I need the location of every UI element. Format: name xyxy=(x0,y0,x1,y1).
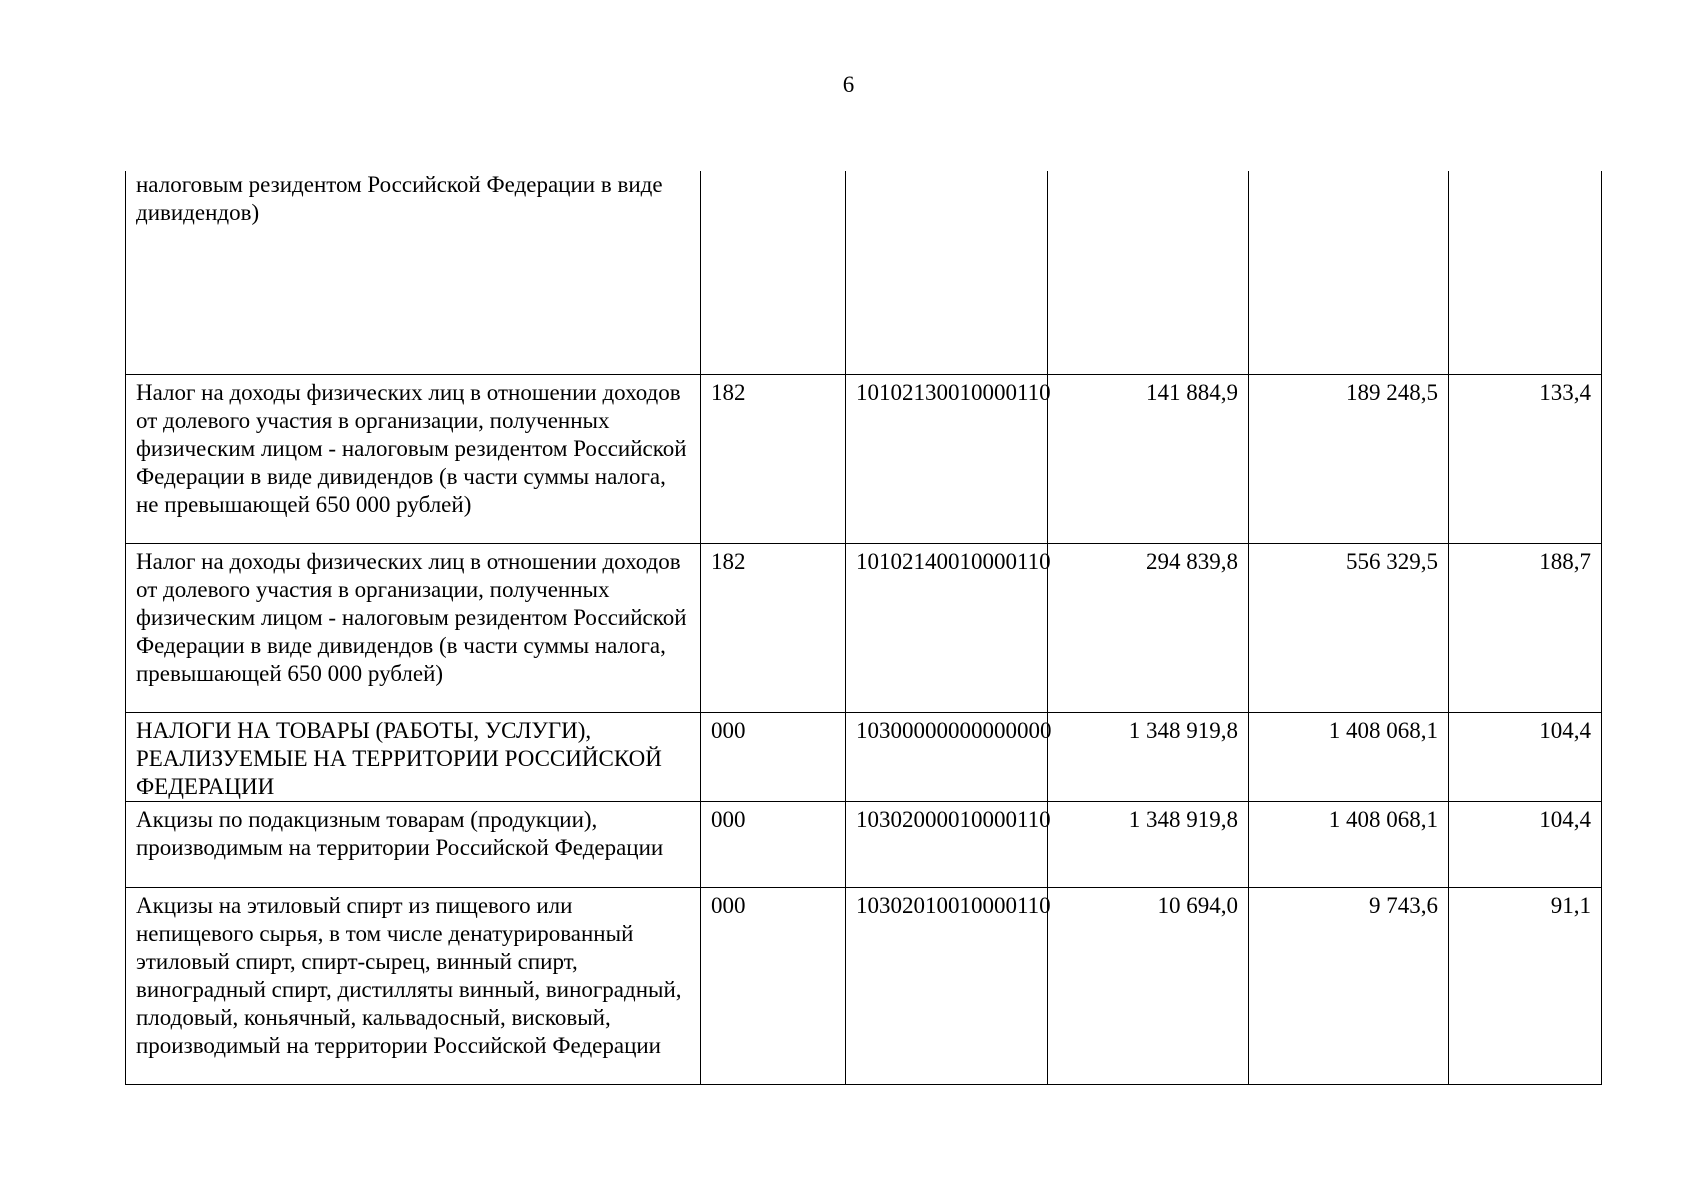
budget-code-cell: 10102130010000110 xyxy=(846,375,1048,544)
actual-amount-cell: 9 743,6 xyxy=(1249,888,1449,1085)
percent-cell: 133,4 xyxy=(1449,375,1602,544)
table-row xyxy=(126,544,1602,713)
admin-code-cell: 000 xyxy=(701,802,846,888)
table-row xyxy=(126,713,1602,802)
budget-code-cell: 10302000010000110 xyxy=(846,802,1048,888)
percent-cell: 104,4 xyxy=(1449,802,1602,888)
revenue-name-cell: НАЛОГИ НА ТОВАРЫ (РАБОТЫ, УСЛУГИ), РЕАЛИЗУЕМЫЕ НА ТЕРРИТОРИИ РОССИЙСКОЙ ФЕДЕРАЦИИ xyxy=(126,713,701,802)
percent-cell: 91,1 xyxy=(1449,888,1602,1085)
page-number: 6 xyxy=(842,72,855,97)
actual-amount-cell: 189 248,5 xyxy=(1249,375,1449,544)
budget-code-cell xyxy=(846,171,1048,375)
admin-code-cell: 182 xyxy=(701,375,846,544)
revenue-name-cell: Акцизы по подакцизным товарам (продукции), производимым на территории Российской Федерации xyxy=(126,802,701,888)
table-row xyxy=(126,171,1602,375)
table-row xyxy=(126,802,1602,888)
budget-code-cell: 10300000000000000 xyxy=(846,713,1048,802)
plan-amount-cell: 1 348 919,8 xyxy=(1048,802,1249,888)
actual-amount-cell xyxy=(1249,171,1449,375)
admin-code-cell xyxy=(701,171,846,375)
revenue-name-cell: Налог на доходы физических лиц в отношении доходов от долевого участия в организации, полученных физическим лицом - налоговым резидентом Российской Федерации в виде дивидендов (в части суммы налога, превышающей 650 000 рублей) xyxy=(126,544,701,713)
admin-code-cell: 182 xyxy=(701,544,846,713)
admin-code-cell: 000 xyxy=(701,713,846,802)
plan-amount-cell: 10 694,0 xyxy=(1048,888,1249,1085)
percent-cell xyxy=(1449,171,1602,375)
actual-amount-cell: 1 408 068,1 xyxy=(1249,713,1449,802)
table-row xyxy=(126,888,1602,1085)
budget-code-cell: 10102140010000110 xyxy=(846,544,1048,713)
plan-amount-cell: 141 884,9 xyxy=(1048,375,1249,544)
percent-cell: 188,7 xyxy=(1449,544,1602,713)
actual-amount-cell: 556 329,5 xyxy=(1249,544,1449,713)
plan-amount-cell xyxy=(1048,171,1249,375)
revenue-name-cell: Налог на доходы физических лиц в отношении доходов от долевого участия в организации, полученных физическим лицом - налоговым резидентом Российской Федерации в виде дивидендов (в части суммы налога, не превышающей 650 000 рублей) xyxy=(126,375,701,544)
actual-amount-cell: 1 408 068,1 xyxy=(1249,802,1449,888)
revenue-name-cell: Акцизы на этиловый спирт из пищевого или непищевого сырья, в том числе денатурированный этиловый спирт, спирт-сырец, винный спирт, виноградный спирт, дистилляты винный, виноградный, плодовый, коньячный, кальвадосный, висковый, производимый на территории Российской Федерации xyxy=(126,888,701,1085)
revenue-name-cell: налоговым резидентом Российской Федерации в виде дивидендов) xyxy=(126,171,701,375)
plan-amount-cell: 1 348 919,8 xyxy=(1048,713,1249,802)
revenue-table xyxy=(125,171,1602,1085)
plan-amount-cell: 294 839,8 xyxy=(1048,544,1249,713)
table-row xyxy=(126,375,1602,544)
percent-cell: 104,4 xyxy=(1449,713,1602,802)
budget-code-cell: 10302010010000110 xyxy=(846,888,1048,1085)
admin-code-cell: 000 xyxy=(701,888,846,1085)
